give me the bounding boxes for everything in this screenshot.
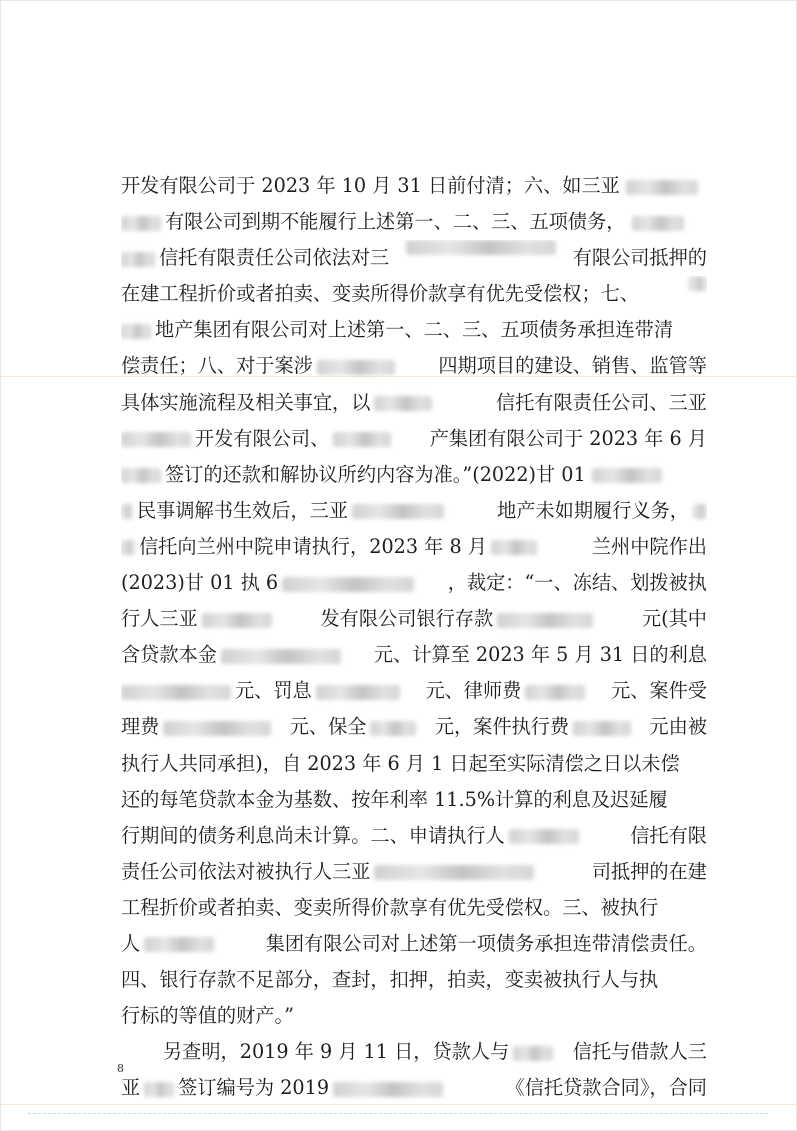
redaction	[121, 216, 161, 231]
redaction	[202, 613, 272, 628]
text-line: 信托向兰州中院申请执行，2023 年 8 月 兰州中院作出	[121, 529, 707, 565]
redaction	[509, 829, 579, 844]
redaction	[491, 540, 537, 555]
bottom-rule	[28, 1113, 768, 1115]
redaction	[121, 252, 155, 267]
redaction	[317, 360, 395, 375]
redaction	[632, 216, 684, 231]
redaction	[121, 685, 231, 700]
redaction	[221, 649, 341, 664]
redaction	[497, 613, 593, 628]
redaction	[406, 240, 556, 255]
text-line: 另查明，2019 年 9 月 11 日，贷款人与 信托与借款人三	[163, 1040, 707, 1064]
redaction	[525, 685, 585, 700]
redaction	[282, 577, 414, 592]
text-line: 行人三亚 发有限公司银行存款 元(其中	[121, 607, 707, 631]
redaction	[592, 468, 662, 483]
redaction	[689, 276, 707, 291]
redaction	[573, 721, 631, 736]
redaction	[144, 937, 214, 952]
body-text	[121, 168, 707, 1106]
redaction	[626, 180, 698, 195]
redaction	[316, 685, 400, 700]
redaction	[333, 1082, 443, 1097]
redaction	[121, 468, 161, 483]
text-line: 在建工程折价或者拍卖、变卖所得价款享有优先受偿权；七、	[121, 276, 707, 312]
text-line: 开发有限公司于 2023 年 10 月 31 日前付清；六、如三亚	[121, 168, 707, 204]
redaction	[693, 504, 707, 519]
redaction	[121, 504, 133, 519]
redaction	[163, 721, 271, 736]
text-line: 元、罚息 元、律师费 元、案件受	[121, 673, 707, 709]
text-line: 行标的等值的财产。”	[121, 1004, 294, 1028]
redaction	[374, 396, 432, 411]
text-line: (2023)甘 01 执 6 ，裁定：“一、冻结、划拨被执	[121, 571, 707, 595]
redaction	[333, 432, 391, 447]
text-line: 执行人共同承担)，自 2023 年 6 月 1 日起至实际清偿之日以未偿	[121, 751, 680, 775]
redaction	[121, 432, 191, 447]
redaction	[121, 540, 135, 555]
text-line: 责任公司依法对被执行人三亚 司抵押的在建	[121, 859, 707, 883]
text-line: 行期间的债务利息尚未计算。二、申请执行人 信托有限	[121, 823, 707, 847]
redaction	[144, 1082, 174, 1097]
redaction	[374, 865, 534, 880]
text-line: 开发有限公司、 产集团有限公司于 2023 年 6 月	[121, 421, 707, 457]
text-line: 地产集团有限公司对上述第一、二、三、五项债务承担连带清	[121, 312, 707, 348]
redaction	[352, 504, 444, 519]
text-line: 签订的还款和解协议所约内容为准。”(2022)甘 01	[121, 457, 707, 493]
text-line: 信托有限责任公司依法对三 有限公司抵押的	[121, 240, 707, 276]
page-number: 8	[117, 1062, 124, 1075]
redaction	[121, 324, 151, 339]
text-line: 民事调解书生效后，三亚 地产未如期履行义务，	[121, 493, 707, 529]
text-line: 人 集团有限公司对上述第一项债务承担连带清偿责任。	[121, 931, 707, 955]
text-line: 具体实施流程及相关事宜，以 信托有限责任公司、三亚	[121, 390, 707, 414]
text-line: 理费 元、保全 元，案件执行费 元由被	[121, 715, 707, 739]
text-line: 还的每笔贷款本金为基数、按年利率 11.5%计算的利息及迟延履	[121, 787, 668, 811]
text-line: 含贷款本金 元、计算至 2023 年 5 月 31 日的利息	[121, 643, 707, 667]
redaction	[370, 721, 416, 736]
text-line: 有限公司到期不能履行上述第一、二、三、五项债务，	[121, 204, 707, 240]
text-line: 偿责任；八、对于案涉 四期项目的建设、销售、监管等	[121, 354, 707, 378]
redaction	[513, 1046, 553, 1061]
text-line: 四、银行存款不足部分，查封，扣押，拍卖，变卖被执行人与执	[121, 968, 659, 992]
text-line: 亚 签订编号为 2019 《信托贷款合同》，合同	[121, 1076, 707, 1100]
text-line: 工程折价或者拍卖、变卖所得价款享有优先受偿权。三、被执行	[121, 895, 659, 919]
